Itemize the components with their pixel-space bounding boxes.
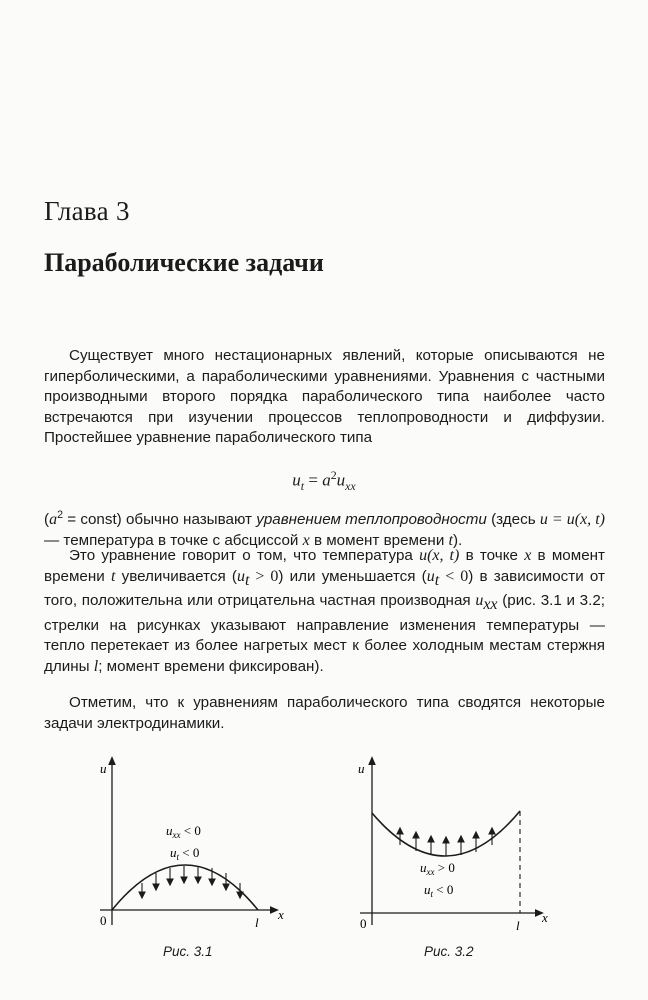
origin-label: 0	[360, 916, 367, 931]
heat-flow-arrows	[139, 866, 243, 898]
length-label: l	[516, 918, 520, 933]
paragraph-note: Отметим, что к уравнениям параболического типа сводятся некоторые задачи электродинамики.	[44, 694, 605, 732]
temperature-curve	[112, 865, 258, 910]
label-ut-negative: $u_t < 0$	[424, 882, 454, 899]
u-axis-label: u	[100, 761, 107, 776]
caption-figure-3-1: Рис. 3.1	[163, 944, 213, 959]
paragraph-explanation: Это уравнение говорит о том, что температура u(x, t) в точке x в момент времени t увеличивается $(u_t > 0)$ или уменьшается $(u_t < 0)$ в зависимости от того, положительна или отрицательна частная производная $u_{xx}$ (рис. 3.1 и 3.2; стрелки на рисунках указывают направление изменения температуры — тепло перетекает из более нагретых мест к более холодным местам стержня длины l; момент времени фиксирован).	[44, 547, 606, 676]
chapter-heading: Глава 3	[44, 196, 130, 226]
heat-flow-arrows	[397, 828, 495, 856]
label-uxx-negative: $u_{xx} < 0$	[166, 823, 201, 840]
x-axis-label: x	[278, 907, 284, 922]
chapter-title: Параболические задачи	[44, 248, 324, 277]
origin-label: 0	[100, 913, 107, 928]
label-ut-negative: $u_t < 0$	[170, 845, 200, 862]
term-heat-equation: уравнением теплопроводности	[256, 511, 487, 529]
paragraph-definition: ($a^2$ = const) обычно называют уравнением теплопроводности (здесь u = u(x, t) — температура в точке с абсциссой x в момент времени t).	[44, 509, 605, 549]
paragraph-intro: Существует много нестационарных явлений, которые описываются не гиперболическими, а параболическими уравнениями. Уравнения с частными производными второго порядка параболического типа наиболее часто встречаются при изучении процессов теплопроводности и диффузии. Простейшее уравнение параболического типа	[44, 347, 605, 447]
caption-figure-3-2: Рис. 3.2	[424, 944, 474, 959]
figure-3-1	[90, 755, 300, 940]
figure-3-2	[350, 755, 560, 940]
label-uxx-positive: $u_{xx} > 0$	[420, 860, 455, 877]
heat-equation: $u_t = a^2u_{xx}$	[292, 468, 356, 494]
length-label: l	[255, 915, 259, 930]
u-axis-label: u	[358, 761, 365, 776]
x-axis-label: x	[542, 910, 548, 925]
